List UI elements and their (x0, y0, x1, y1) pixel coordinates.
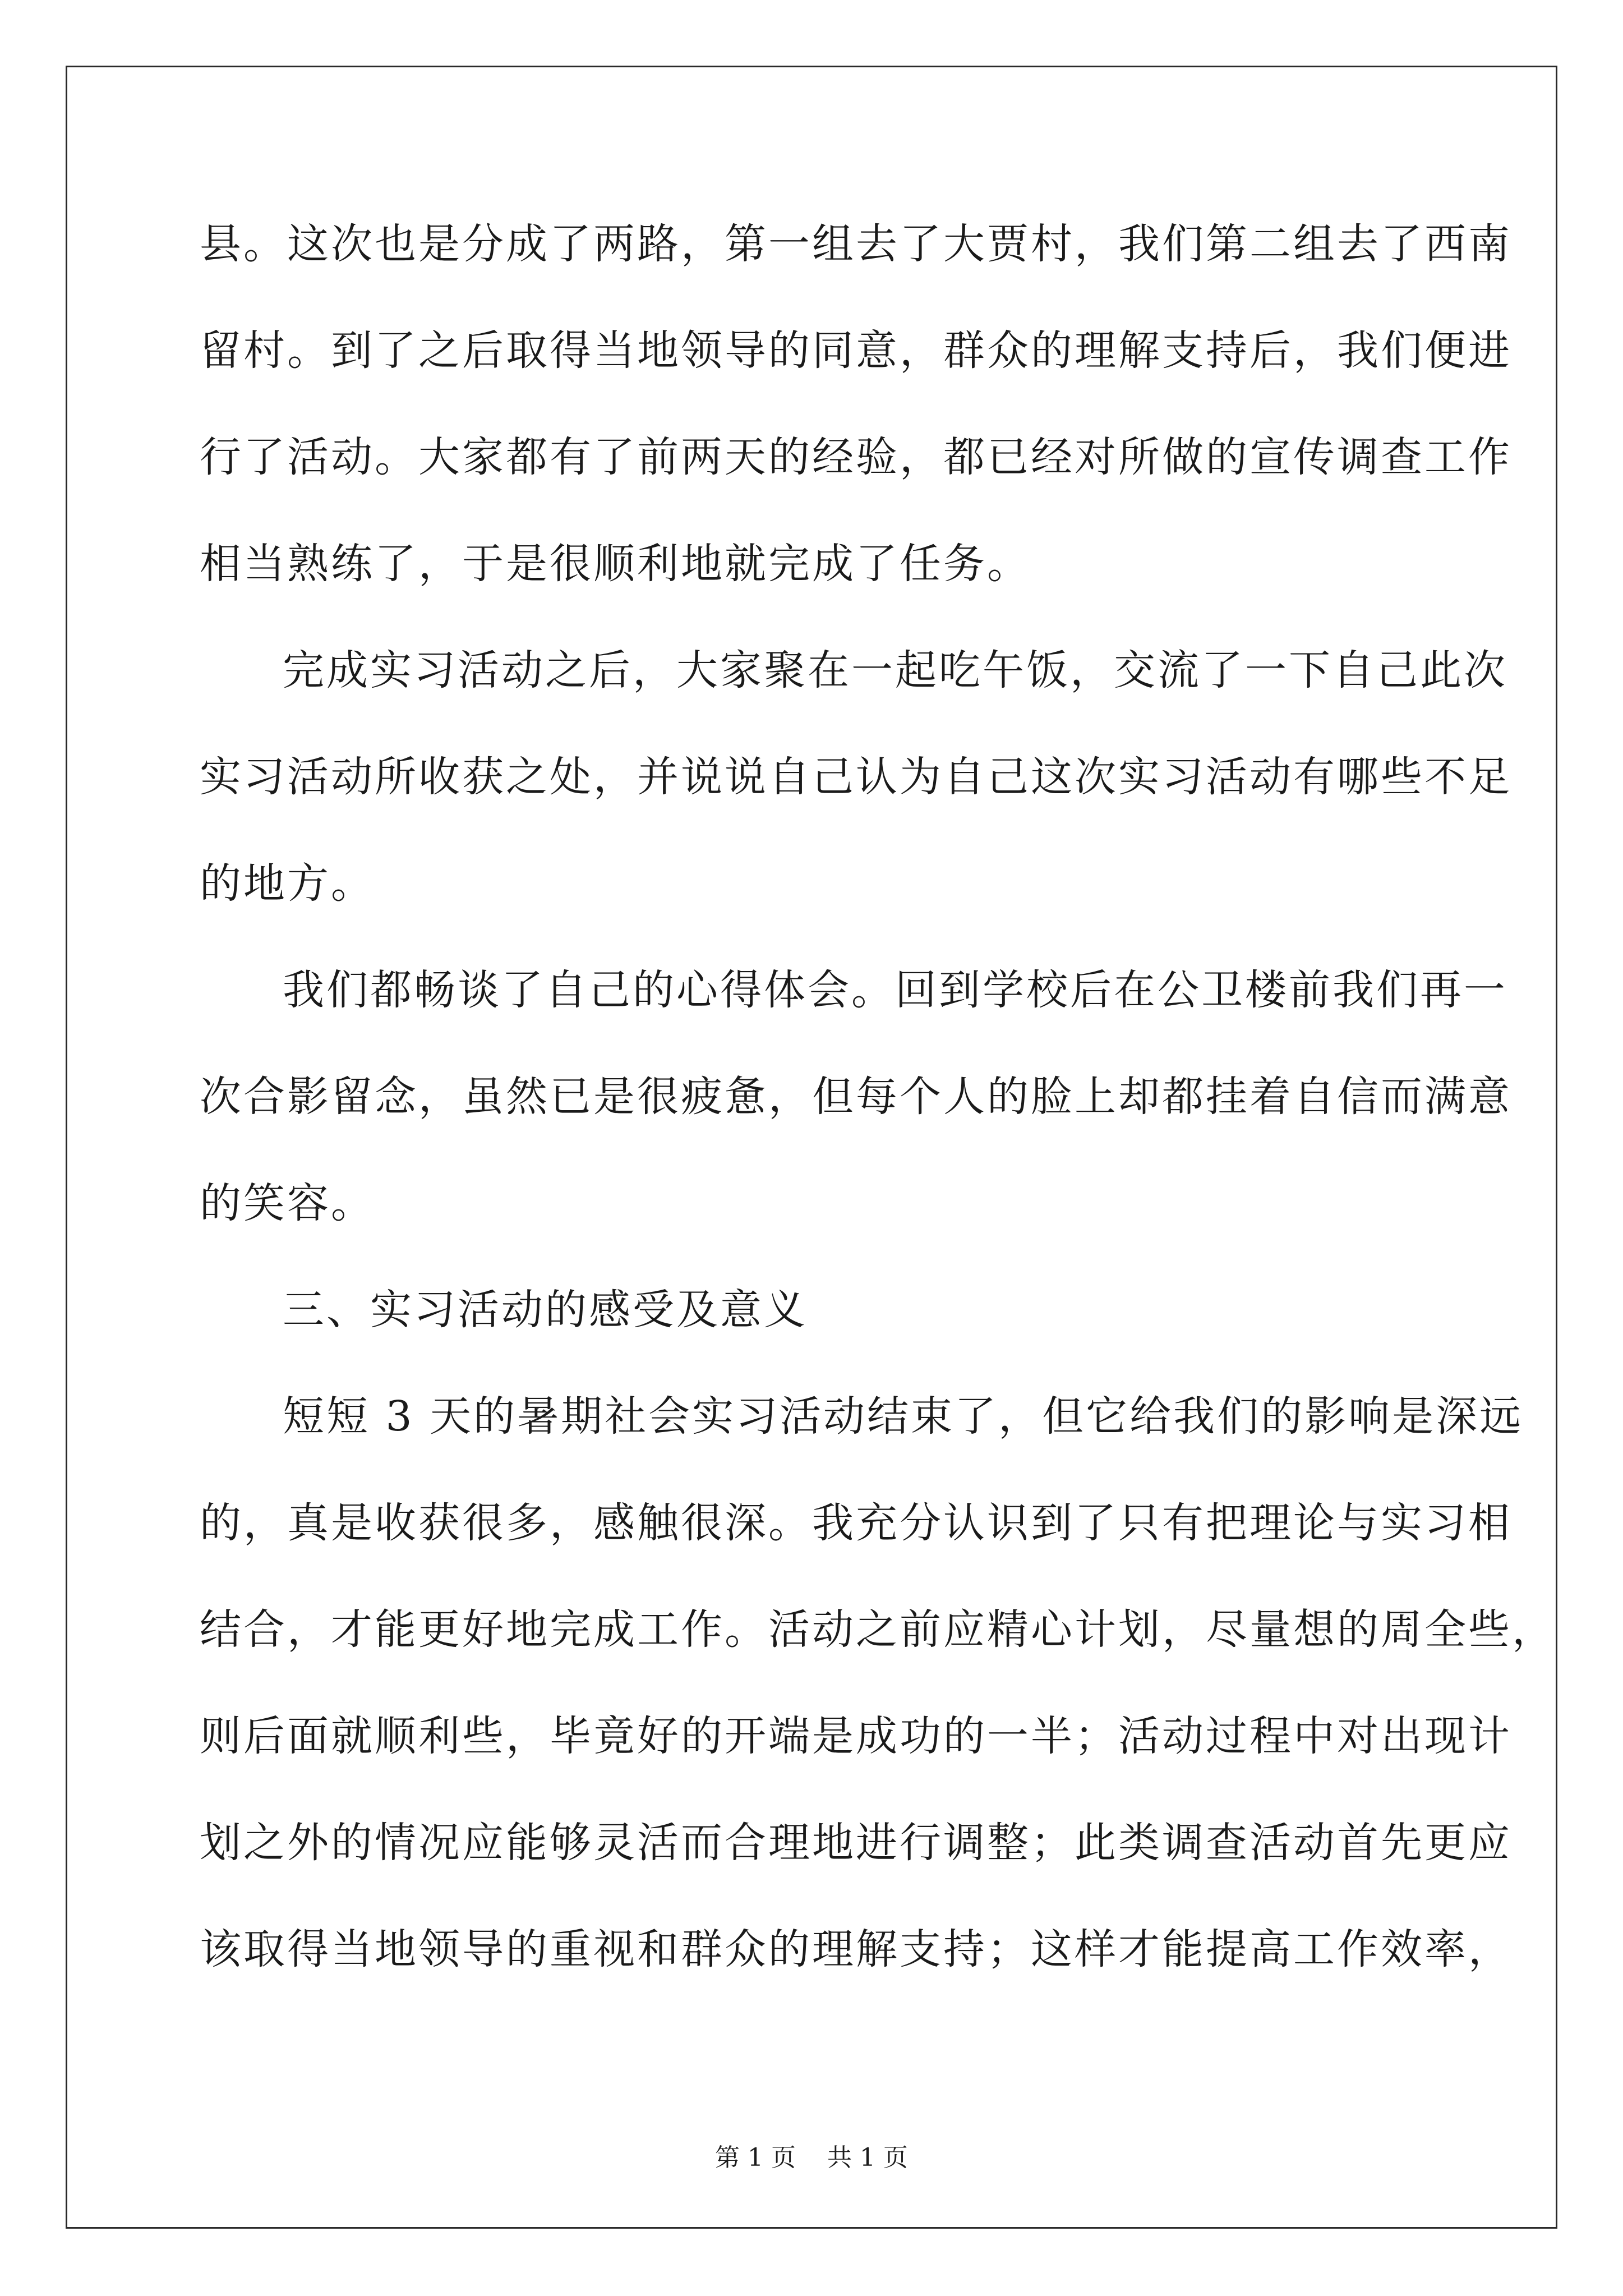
text-line: 的笑容。 (200, 1179, 375, 1227)
text-line: 的地方。 (200, 859, 375, 908)
section-heading: 三、实习活动的感受及意义 (283, 1286, 808, 1334)
text-line: 相当熟练了，于是很顺利地就完成了任务。 (200, 540, 1031, 588)
text-line: 划之外的情况应能够灵活而合理地进行调整；此类调查活动首先更应 (200, 1819, 1512, 1867)
paragraph-first-line: 短短 3 天的暑期社会实习活动结束了，但它给我们的影响是深远 (283, 1392, 1524, 1441)
page-footer: 第 1 页 共 1 页 (715, 2143, 908, 2172)
text-line: 结合，才能更好地完成工作。活动之前应精心计划，尽量想的周全些， (200, 1605, 1556, 1654)
text-line: 的，真是收获很多，感触很深。我充分认识到了只有把理论与实习相 (200, 1499, 1512, 1547)
text-line: 则后面就顺利些，毕竟好的开端是成功的一半；活动过程中对出现计 (200, 1712, 1512, 1760)
paragraph-first-line: 我们都畅谈了自己的心得体会。回到学校后在公卫楼前我们再一 (283, 966, 1507, 1014)
text-line: 留村。到了之后取得当地领导的同意，群众的理解支持后，我们便进 (200, 326, 1512, 375)
text-line: 实习活动所收获之处，并说说自己认为自己这次实习活动有哪些不足 (200, 753, 1512, 801)
document-body (200, 213, 1556, 2025)
text-line: 次合影留念，虽然已是很疲惫，但每个人的脸上却都挂着自信而满意 (200, 1073, 1512, 1121)
text-line: 该取得当地领导的重视和群众的理解支持；这样才能提高工作效率， (200, 1925, 1512, 1973)
text-line: 行了活动。大家都有了前两天的经验，都已经对所做的宣传调查工作 (200, 433, 1512, 481)
paragraph-first-line: 完成实习活动之后，大家聚在一起吃午饭，交流了一下自己此次 (283, 646, 1507, 694)
text-line: 县。这次也是分成了两路，第一组去了大贾村，我们第二组去了西南 (200, 220, 1512, 268)
